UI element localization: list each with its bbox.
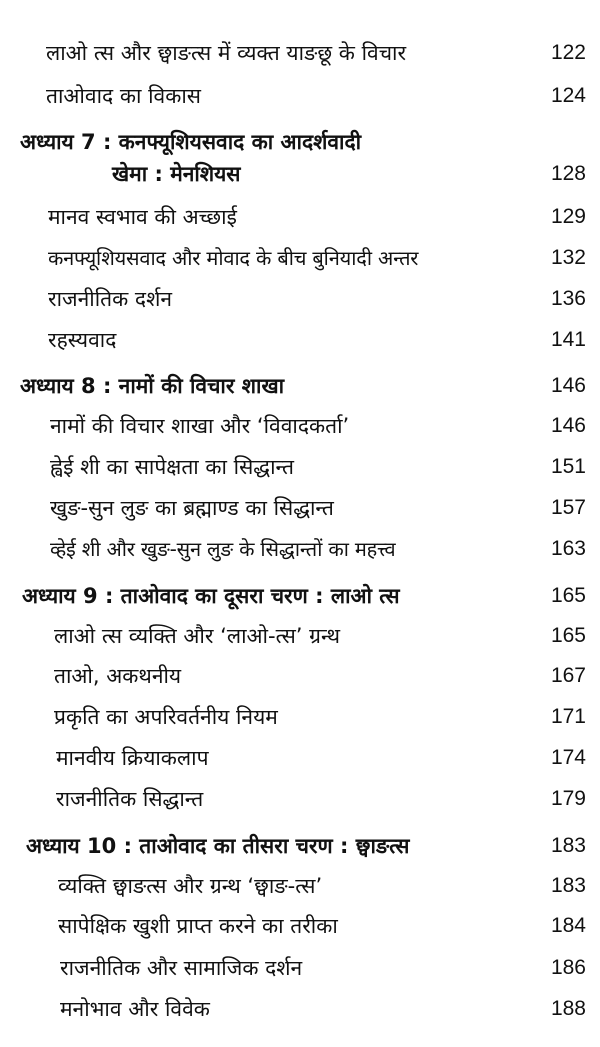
toc-entry-title: ह्वेई शी का सापेक्षता का सिद्धान्त [50,455,294,479]
toc-entry [0,656,600,696]
toc-entry [0,906,600,946]
toc-entry [0,238,600,278]
toc-entry [0,697,600,737]
toc-entry-title: राजनीतिक सिद्धान्त [56,787,204,811]
toc-entry-page: 132 [550,246,586,269]
toc-entry [0,529,600,569]
toc-entry [0,447,600,487]
toc-chapter-heading-continued [0,154,600,194]
toc-entry-title: ताओ, अकथनीय [54,664,182,688]
toc-entry-page: 141 [550,328,586,351]
toc-entry-page: 157 [550,496,586,519]
toc-entry-page: 124 [550,84,586,107]
toc-entry-page: 146 [550,374,586,397]
toc-entry-page: 151 [550,455,586,478]
toc-entry-title: रहस्यवाद [48,328,117,352]
toc-entry-page: 183 [550,874,586,897]
toc-entry [0,779,600,819]
toc-entry-title: नामों की विचार शाखा और ‘विवादकर्ता’ [50,414,350,438]
toc-entry-title: मानवीय क्रियाकलाप [56,746,209,770]
toc-entry [0,866,600,906]
toc-entry-page: 163 [550,537,586,560]
toc-entry-page: 188 [550,997,586,1020]
toc-entry [0,279,600,319]
toc-chapter-title: अध्याय 10 : ताओवाद का तीसरा चरण : छ्वाङत्स [26,834,410,858]
toc-entry [0,406,600,446]
toc-entry-page: 171 [550,705,586,728]
toc-entry-page: 146 [550,414,586,437]
toc-chapter-title: अध्याय 9 : ताओवाद का दूसरा चरण : लाओ त्स [22,584,400,608]
toc-entry-page: 174 [550,746,586,769]
toc-chapter-heading [0,826,600,866]
toc-entry-title: कनफ्यूशियसवाद और मोवाद के बीच बुनियादी अन्तर [48,246,419,270]
toc-entry-title: राजनीतिक और सामाजिक दर्शन [60,956,303,980]
toc-entry-title: खुङ-सुन लुङ का ब्रह्माण्ड का सिद्धान्त [50,496,334,520]
toc-entry-page: 184 [550,914,586,937]
toc-entry-title: ताओवाद का विकास [46,84,201,108]
toc-entry-title: मनोभाव और विवेक [60,997,210,1021]
toc-entry-page: 136 [550,287,586,310]
toc-entry [0,76,600,116]
toc-entry-page: 122 [550,41,586,64]
toc-entry [0,738,600,778]
toc-entry [0,989,600,1029]
toc-entry-page: 128 [550,162,586,185]
toc-entry-page: 186 [550,956,586,979]
toc-entry-page: 165 [550,624,586,647]
toc-entry-title: सापेक्षिक खुशी प्राप्त करने का तरीका [58,914,338,938]
toc-entry-title: व्हेई शी और खुङ-सुन लुङ के सिद्धान्तों का महत्त्व [50,537,396,561]
toc-entry [0,320,600,360]
toc-entry-title: व्यक्ति छ्वाङत्स और ग्रन्थ ‘छ्वाङ-त्स’ [58,874,323,898]
toc-entry-page: 179 [550,787,586,810]
toc-chapter-heading [0,576,600,616]
toc-entry-title: लाओ त्स और छ्वाङत्स में व्यक्त याङछू के विचार [46,41,407,65]
toc-entry-title: राजनीतिक दर्शन [48,287,173,311]
toc-chapter-title: अध्याय 8 : नामों की विचार शाखा [20,374,285,398]
toc-entry [0,197,600,237]
toc-entry-title: प्रकृति का अपरिवर्तनीय नियम [54,705,278,729]
toc-entry-page: 183 [550,834,586,857]
toc-entry-page: 165 [550,584,586,607]
toc-entry-page: 167 [550,664,586,687]
toc-entry [0,948,600,988]
toc-entry [0,488,600,528]
toc-entry-page: 129 [550,205,586,228]
toc-chapter-title: खेमा : मेनशियस [112,162,241,186]
toc-chapter-heading [0,366,600,406]
toc-chapter-title: अध्याय 7 : कनफ्यूशियसवाद का आदर्शवादी [20,130,362,154]
toc-entry [0,616,600,656]
toc-entry [0,33,600,73]
toc-entry-title: मानव स्वभाव की अच्छाई [48,205,237,229]
toc-entry-title: लाओ त्स व्यक्ति और ‘लाओ-त्स’ ग्रन्थ [54,624,340,648]
